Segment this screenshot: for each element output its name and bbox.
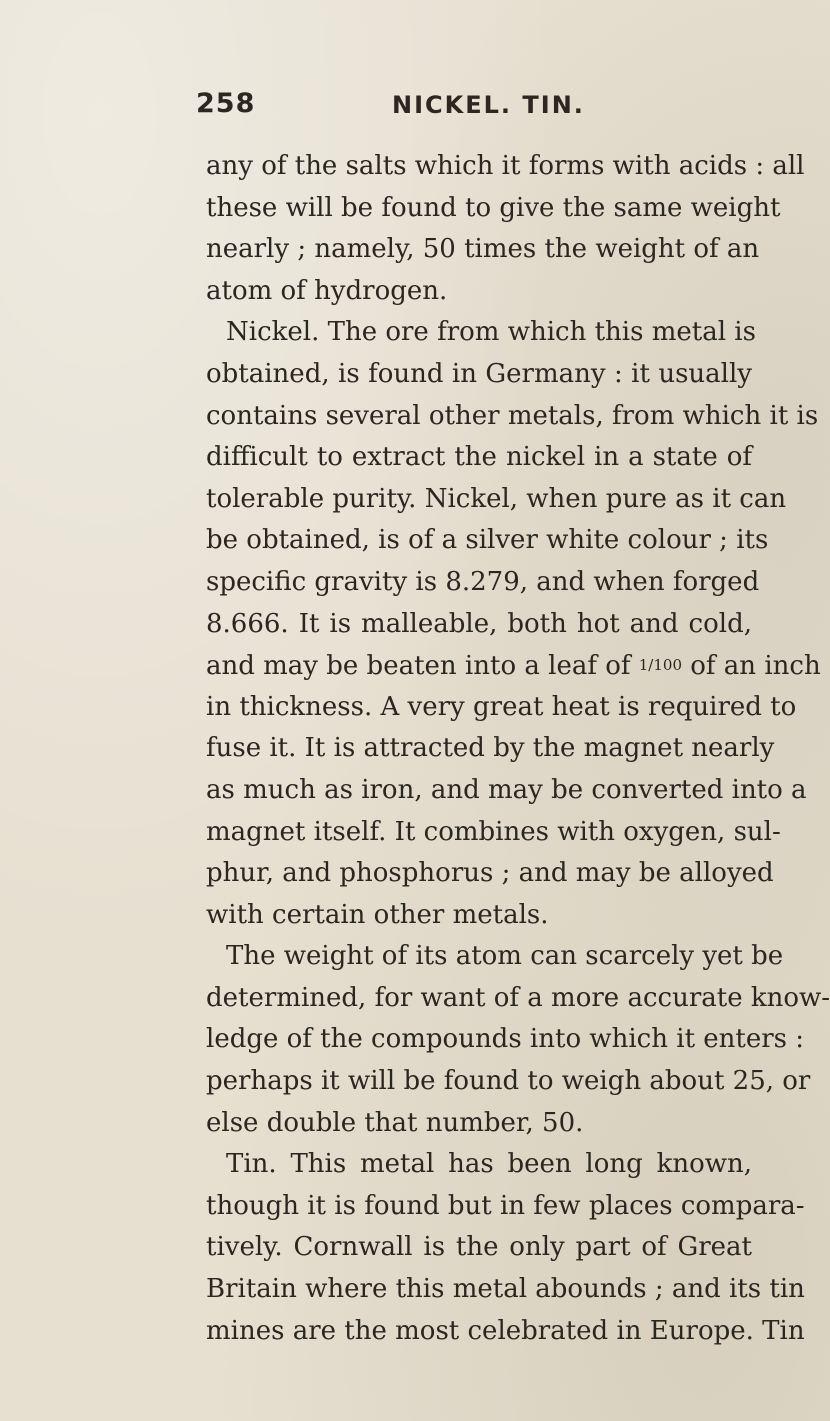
- page-number: 258: [196, 88, 256, 119]
- text-fragment: and may be beaten into a leaf of: [206, 651, 631, 682]
- text-line: determined, for want of a more accurate know-: [206, 982, 830, 1013]
- text-line: these will be found to give the same weight: [206, 192, 781, 223]
- text-line: magnet itself. It combines with oxygen, sul-: [206, 816, 781, 847]
- text-line: perhaps it will be found to weigh about 25, or: [206, 1066, 811, 1097]
- text-line-with-fraction: [206, 645, 821, 687]
- text-line: though it is found but in few places compara-: [206, 1190, 805, 1221]
- body-text: [206, 146, 830, 1352]
- running-title: NICKEL. TIN.: [392, 91, 585, 119]
- text-line: as much as iron, and may be converted into a: [206, 774, 807, 805]
- page-header: [196, 88, 756, 128]
- text-line: obtained, is found in Germany : it usually: [206, 358, 752, 389]
- text-line: The weight of its atom can scarcely yet be: [226, 941, 784, 972]
- text-line: Britain where this metal abounds ; and its tin: [206, 1274, 805, 1305]
- text-line: Nickel. The ore from which this metal is: [226, 317, 756, 348]
- text-line: atom of hydrogen.: [206, 275, 448, 306]
- text-fragment: of an inch: [690, 651, 821, 682]
- text-line: in thickness. A very great heat is required to: [206, 691, 797, 722]
- text-line: mines are the most celebrated in Europe. Tin: [206, 1315, 805, 1346]
- text-line: 8.666. It is malleable, both hot and cold,: [206, 608, 752, 639]
- text-line: phur, and phosphorus ; and may be alloyed: [206, 858, 774, 889]
- text-line: tolerable purity. Nickel, when pure as it can: [206, 483, 787, 514]
- text-line: Tin. This metal has been long known,: [226, 1149, 752, 1180]
- text-line: be obtained, is of a silver white colour ; its: [206, 525, 769, 556]
- text-line: nearly ; namely, 50 times the weight of an: [206, 234, 760, 265]
- text-line: any of the salts which it forms with acids : all: [206, 151, 805, 181]
- text-line: tively. Cornwall is the only part of Great: [206, 1232, 752, 1263]
- fraction: 1/100: [638, 656, 682, 675]
- text-line: else double that number, 50.: [206, 1107, 584, 1138]
- text-line: ledge of the compounds into which it enters :: [206, 1024, 805, 1055]
- text-line: difficult to extract the nickel in a state of: [206, 442, 752, 473]
- text-line: fuse it. It is attracted by the magnet nearly: [206, 733, 775, 764]
- text-line: contains several other metals, from which it is: [206, 400, 819, 431]
- text-line: with certain other metals.: [206, 899, 549, 930]
- text-line: specific gravity is 8.279, and when forged: [206, 566, 760, 597]
